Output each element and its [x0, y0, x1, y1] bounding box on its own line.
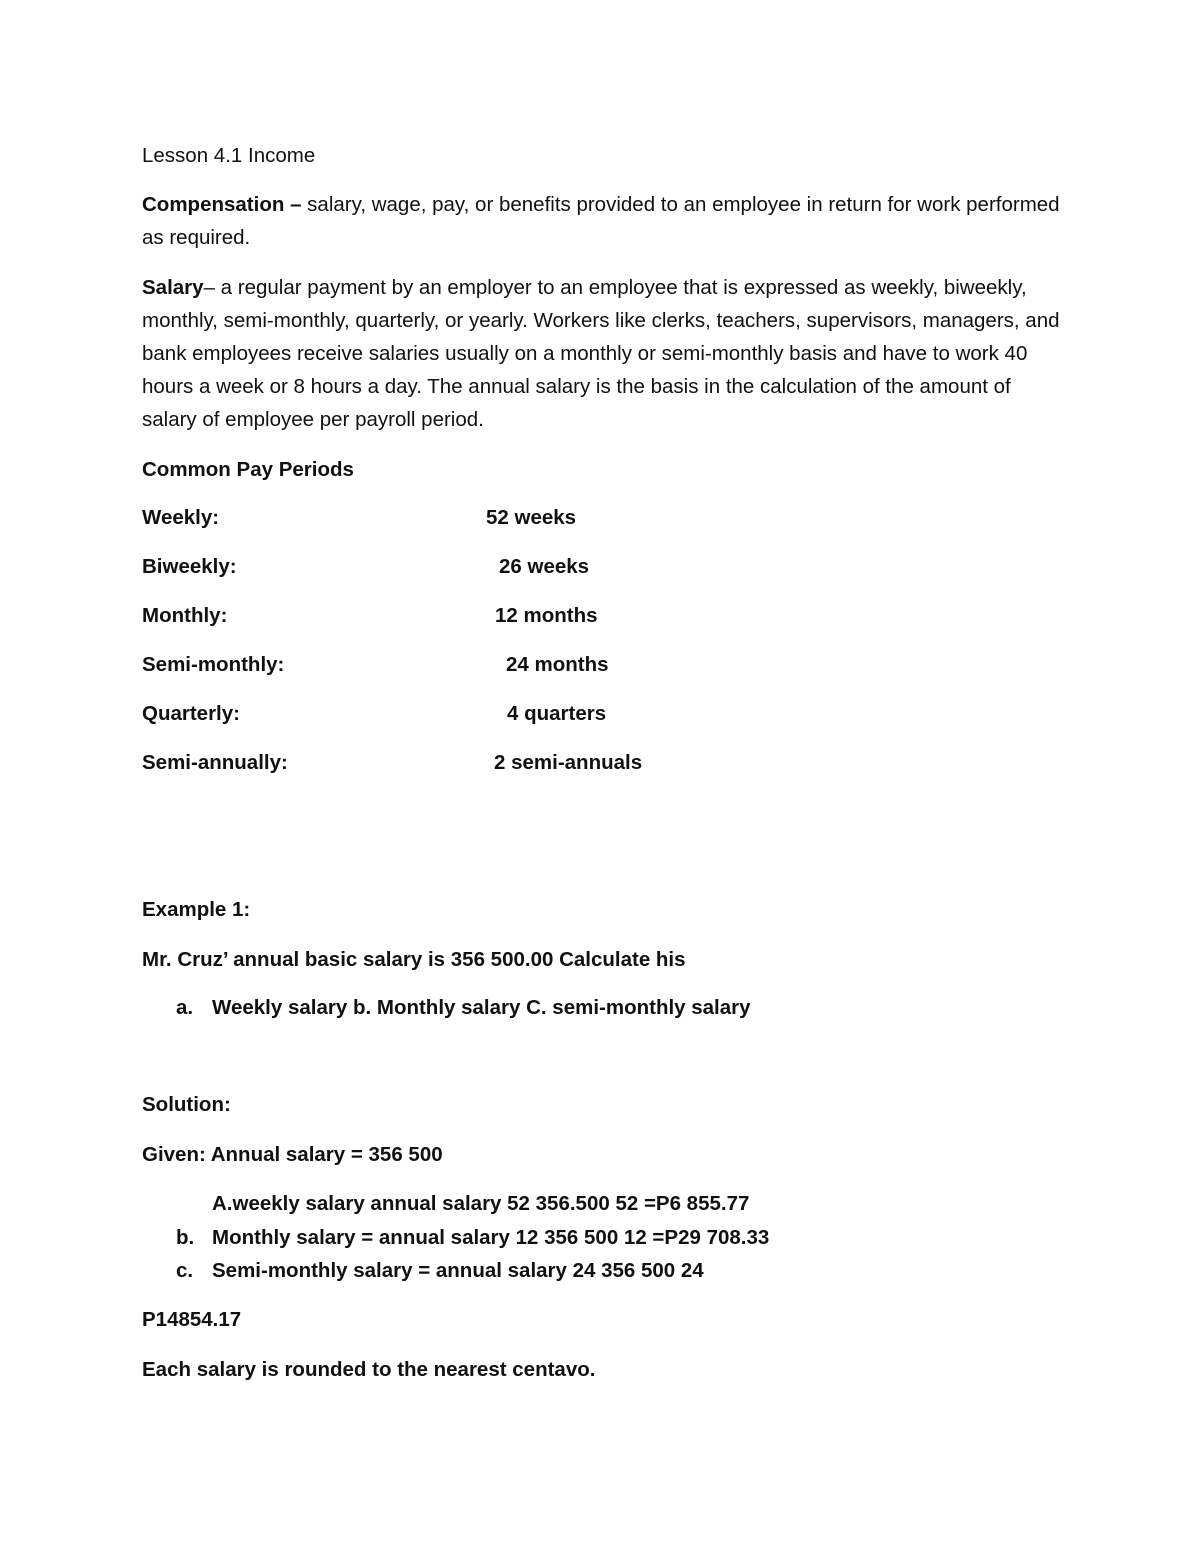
solution-item-c: Semi-monthly salary = annual salary 24 356 500 24: [212, 1259, 704, 1282]
example-heading: Example 1:: [142, 898, 251, 921]
example-task: Weekly salary b. Monthly salary C. semi-monthly salary: [212, 996, 751, 1019]
salary-text: – a regular payment by an employer to an employee that is expressed as weekly, biweekly, monthly, semi-monthly, quarterly, or yearly. Workers like clerks, teachers, supervisors, managers, and bank employees receive salaries usually on a monthly or semi-monthly basis and have to work 40 hours a week or 8 hours a day. The annual salary is the basis in the calculation of the amount of salary of employee per payroll period.: [142, 276, 1060, 431]
pay-periods-heading: Common Pay Periods: [142, 458, 354, 481]
solution-item-a: A.weekly salary annual salary 52 356.500 52 =P6 855.77: [212, 1192, 750, 1215]
pay-period-label: Monthly:: [142, 604, 228, 627]
pay-period-value: 52 weeks: [486, 506, 577, 529]
list-marker-a: a.: [176, 996, 194, 1019]
salary-definition: [142, 271, 1062, 436]
solution-item-b: Monthly salary = annual salary 12 356 500 12 =P29 708.33: [212, 1226, 770, 1249]
pay-period-value: 24 months: [506, 653, 609, 676]
pay-period-value: 12 months: [495, 604, 598, 627]
pay-period-label: Quarterly:: [142, 702, 240, 725]
compensation-text: salary, wage, pay, or benefits provided to an employee in return for work performed as required.: [142, 193, 1060, 249]
pay-period-value: 4 quarters: [507, 702, 607, 725]
pay-period-label: Semi-annually:: [142, 751, 288, 774]
pay-period-value: 26 weeks: [499, 555, 590, 578]
compensation-definition: [142, 188, 1062, 254]
pay-period-label: Weekly:: [142, 506, 220, 529]
list-marker-b: b.: [176, 1226, 195, 1249]
compensation-term: Compensation –: [142, 193, 302, 216]
pay-period-value: 2 semi-annuals: [494, 751, 643, 774]
example-problem: Mr. Cruz’ annual basic salary is 356 500.00 Calculate his: [142, 948, 686, 971]
pay-period-label: Semi-monthly:: [142, 653, 285, 676]
solution-result: P14854.17: [142, 1308, 242, 1331]
list-marker-c: c.: [176, 1259, 194, 1282]
lesson-title: Lesson 4.1 Income: [142, 144, 316, 167]
salary-term: Salary: [142, 276, 204, 299]
solution-given: Given: Annual salary = 356 500: [142, 1143, 443, 1166]
solution-heading: Solution:: [142, 1093, 231, 1116]
pay-period-label: Biweekly:: [142, 555, 237, 578]
rounding-note: Each salary is rounded to the nearest centavo.: [142, 1358, 596, 1381]
